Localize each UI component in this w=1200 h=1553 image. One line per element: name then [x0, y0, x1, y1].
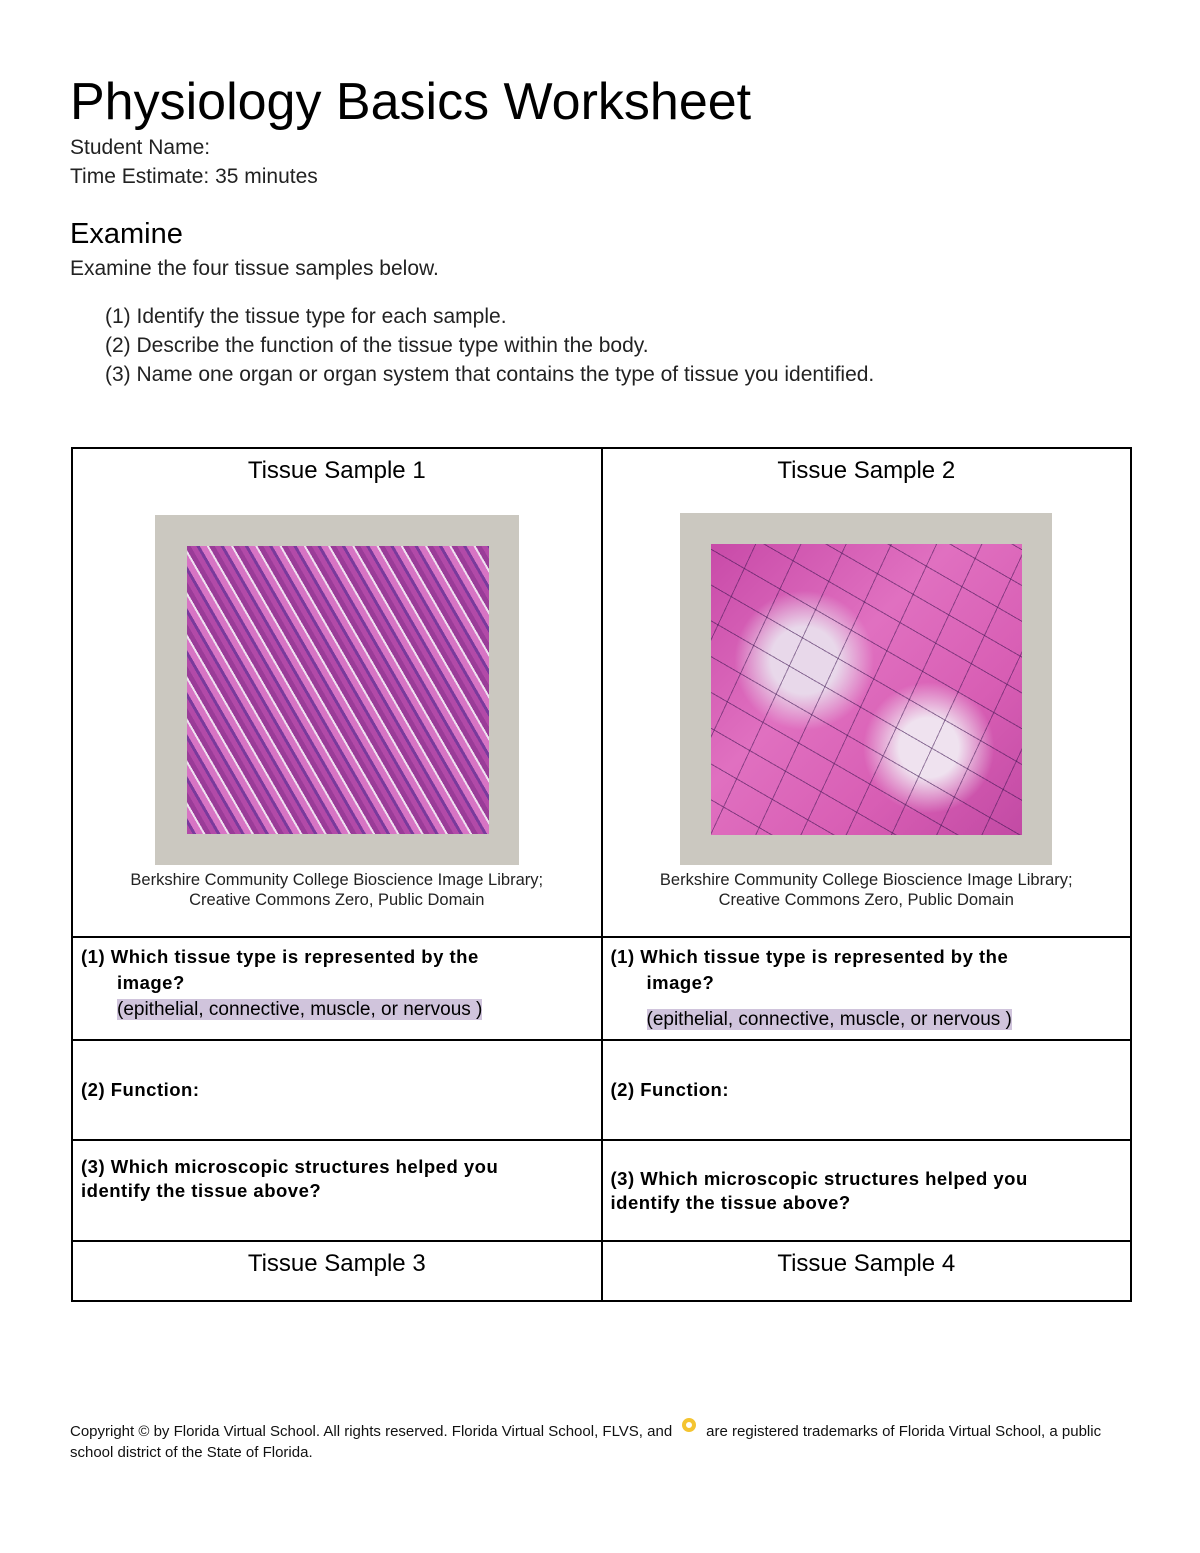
sample-1-micrograph — [187, 546, 489, 834]
q1-text: Which tissue type is represented by the — [110, 946, 479, 967]
sample-2-micrograph — [711, 544, 1022, 835]
q1-number: (1) — [610, 946, 635, 967]
q1-options: (epithelial, connective, muscle, or nervous ) — [646, 1009, 1012, 1030]
tissue-table — [71, 447, 1132, 1302]
sample-1-license: Creative Commons Zero, Public Domain — [189, 891, 485, 909]
flvs-logo-icon — [682, 1418, 696, 1432]
time-estimate: Time Estimate: 35 minutes — [70, 165, 318, 188]
sample-1-frame — [155, 515, 519, 865]
sample-1-cell — [72, 448, 602, 937]
trademark-text: are registered trademarks of Florida Virtual School, a public school district of the State of Florida. — [70, 1423, 1102, 1461]
sample-1-function-field[interactable] — [72, 1040, 602, 1140]
sample-1-credit: Berkshire Community College Bioscience Image Library; — [130, 871, 544, 889]
q1-number: (1) — [81, 946, 106, 967]
footer-copyright — [70, 1418, 1140, 1463]
section-intro: Examine the four tissue samples below. — [70, 257, 439, 280]
sample-2-structures-field[interactable] — [602, 1140, 1132, 1241]
q1-text: Which tissue type is represented by the — [640, 946, 1009, 967]
instruction-item: (2) Describe the function of the tissue type within the body. — [105, 334, 649, 357]
q1-text-cont: image? — [117, 972, 185, 993]
student-name-label: Student Name: — [70, 136, 211, 159]
q2-label: (2) Function: — [81, 1079, 200, 1100]
sample-2-title: Tissue Sample 2 — [777, 457, 956, 484]
sample-1-question-1[interactable] — [72, 937, 602, 1040]
sample-2-function-field[interactable] — [602, 1040, 1132, 1140]
sample-1-structures-field[interactable] — [72, 1140, 602, 1241]
sample-2-license: Creative Commons Zero, Public Domain — [718, 891, 1014, 909]
sample-1-title: Tissue Sample 1 — [247, 457, 426, 484]
sample-2-question-1[interactable] — [602, 937, 1132, 1040]
sample-4-cell — [602, 1241, 1132, 1301]
section-heading: Examine — [70, 218, 183, 250]
sample-3-cell — [72, 1241, 602, 1301]
copyright-text: Copyright © by Florida Virtual School. All rights reserved. Florida Virtual School, FLVS, and — [70, 1423, 673, 1440]
q1-text-cont: image? — [646, 972, 715, 993]
instruction-item: (1) Identify the tissue type for each sample. — [105, 305, 507, 328]
sample-2-cell — [602, 448, 1132, 937]
q1-options: (epithelial, connective, muscle, or nervous ) — [117, 999, 483, 1020]
q3-text-cont: identify the tissue above? — [81, 1180, 322, 1201]
sample-2-frame — [680, 513, 1052, 865]
q2-label: (2) Function: — [610, 1079, 730, 1100]
instruction-list — [105, 302, 874, 389]
q3-text: (3) Which microscopic structures helped you — [610, 1168, 1028, 1189]
q3-text-cont: identify the tissue above? — [610, 1192, 851, 1213]
sample-3-title: Tissue Sample 3 — [247, 1250, 426, 1277]
instruction-item: (3) Name one organ or organ system that contains the type of tissue you identified. — [105, 363, 875, 386]
q3-text: (3) Which microscopic structures helped you — [81, 1156, 499, 1177]
sample-2-credit: Berkshire Community College Bioscience Image Library; — [659, 871, 1073, 889]
page-title: Physiology Basics Worksheet — [70, 73, 752, 131]
sample-4-title: Tissue Sample 4 — [777, 1250, 956, 1277]
